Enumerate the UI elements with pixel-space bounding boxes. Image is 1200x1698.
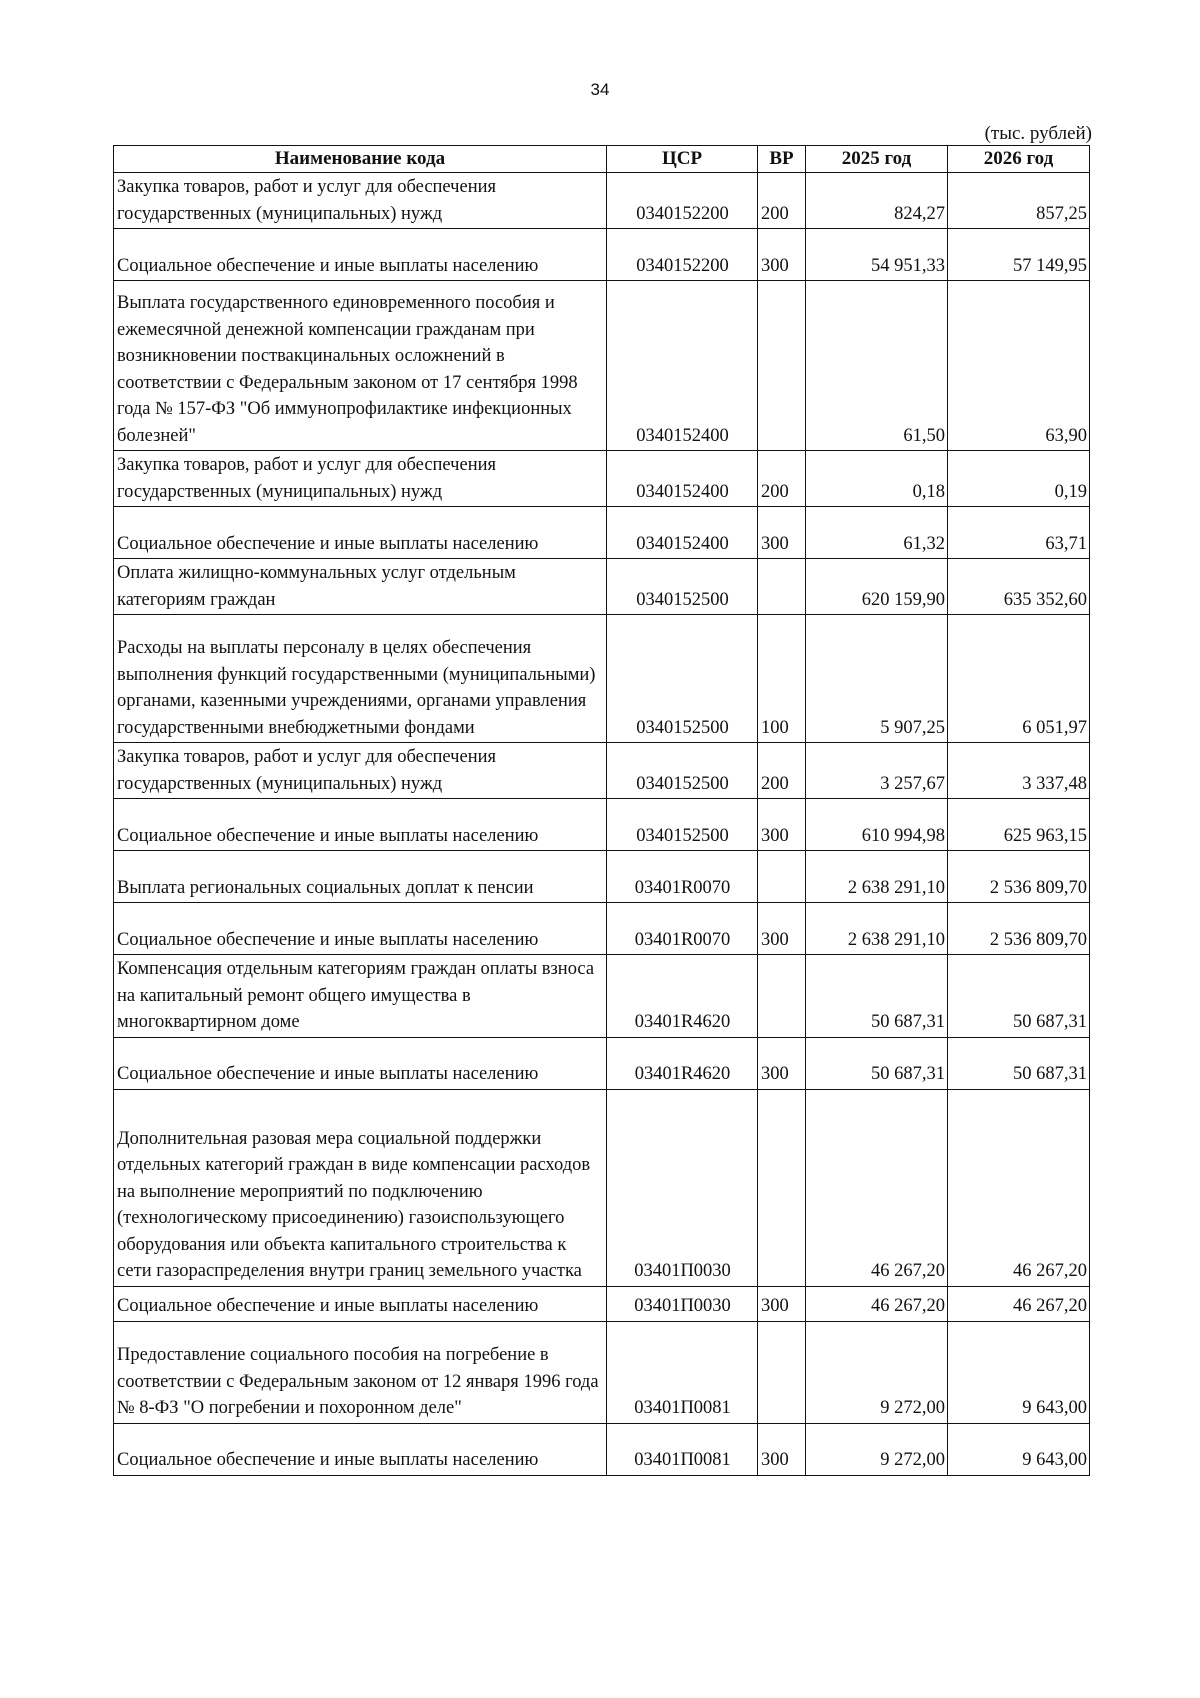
cell-name: Предоставление социального пособия на погребение в соответствии с Федеральным законом от 12 января 1996 года № 8-ФЗ "О погребении и похоронном деле" [114, 1321, 607, 1423]
cell-csr: 03401П0030 [607, 1286, 758, 1321]
cell-csr: 0340152500 [607, 559, 758, 615]
cell-csr: 03401R4620 [607, 1037, 758, 1089]
cell-csr: 0340152200 [607, 173, 758, 229]
cell-name: Закупка товаров, работ и услуг для обеспечения государственных (муниципальных) нужд [114, 173, 607, 229]
cell-2025: 46 267,20 [806, 1286, 948, 1321]
cell-csr: 03401R4620 [607, 955, 758, 1038]
cell-vr [758, 1089, 806, 1286]
header-csr: ЦСР [607, 146, 758, 173]
cell-2025: 824,27 [806, 173, 948, 229]
cell-2026: 63,71 [948, 507, 1090, 559]
page-number: 34 [590, 80, 610, 99]
cell-2025: 61,50 [806, 281, 948, 451]
cell-2026: 0,19 [948, 451, 1090, 507]
cell-csr: 0340152400 [607, 281, 758, 451]
budget-table [113, 145, 1090, 1476]
cell-vr: 200 [758, 743, 806, 799]
table-row [114, 507, 1090, 559]
cell-name: Оплата жилищно-коммунальных услуг отдельным категориям граждан [114, 559, 607, 615]
cell-name: Дополнительная разовая мера социальной поддержки отдельных категорий граждан в виде компенсации расходов на выполнение мероприятий по подключению (технологическому присоединению) газоиспользующего оборудования или объекта капитального строительства к сети газораспределения внутри границ земельного участка [114, 1089, 607, 1286]
cell-name: Социальное обеспечение и иные выплаты населению [114, 229, 607, 281]
cell-csr: 03401П0081 [607, 1321, 758, 1423]
header-year-2026: 2026 год [948, 146, 1090, 173]
cell-2026: 625 963,15 [948, 799, 1090, 851]
cell-vr: 200 [758, 451, 806, 507]
cell-name: Социальное обеспечение и иные выплаты населению [114, 1423, 607, 1475]
table-row [114, 1286, 1090, 1321]
cell-name: Социальное обеспечение и иные выплаты населению [114, 799, 607, 851]
cell-csr: 0340152400 [607, 507, 758, 559]
cell-csr: 03401П0081 [607, 1423, 758, 1475]
cell-2025: 54 951,33 [806, 229, 948, 281]
cell-2026: 635 352,60 [948, 559, 1090, 615]
cell-vr [758, 955, 806, 1038]
table-row [114, 451, 1090, 507]
table-row [114, 281, 1090, 451]
table-row [114, 173, 1090, 229]
cell-2025: 50 687,31 [806, 955, 948, 1038]
cell-name: Социальное обеспечение и иные выплаты населению [114, 903, 607, 955]
cell-name: Компенсация отдельным категориям граждан оплаты взноса на капитальный ремонт общего имущества в многоквартирном доме [114, 955, 607, 1038]
cell-name: Социальное обеспечение и иные выплаты населению [114, 1037, 607, 1089]
cell-2026: 46 267,20 [948, 1089, 1090, 1286]
cell-2026: 9 643,00 [948, 1423, 1090, 1475]
cell-2025: 50 687,31 [806, 1037, 948, 1089]
cell-vr: 100 [758, 615, 806, 743]
cell-2026: 46 267,20 [948, 1286, 1090, 1321]
cell-2025: 620 159,90 [806, 559, 948, 615]
table-row [114, 1321, 1090, 1423]
cell-2026: 6 051,97 [948, 615, 1090, 743]
table-row [114, 851, 1090, 903]
table-row [114, 903, 1090, 955]
table-row [114, 1423, 1090, 1475]
units-note: (тыс. рублей) [984, 123, 1092, 144]
cell-vr: 200 [758, 173, 806, 229]
header-row [114, 146, 1090, 173]
cell-2025: 46 267,20 [806, 1089, 948, 1286]
cell-name: Социальное обеспечение и иные выплаты населению [114, 1286, 607, 1321]
table-body [114, 173, 1090, 1476]
cell-name: Закупка товаров, работ и услуг для обеспечения государственных (муниципальных) нужд [114, 451, 607, 507]
cell-2026: 9 643,00 [948, 1321, 1090, 1423]
cell-csr: 0340152500 [607, 615, 758, 743]
cell-2025: 9 272,00 [806, 1321, 948, 1423]
cell-2026: 63,90 [948, 281, 1090, 451]
cell-2025: 0,18 [806, 451, 948, 507]
cell-2026: 50 687,31 [948, 1037, 1090, 1089]
table-row [114, 1089, 1090, 1286]
cell-name: Выплата региональных социальных доплат к пенсии [114, 851, 607, 903]
cell-vr: 300 [758, 903, 806, 955]
table-row [114, 1037, 1090, 1089]
cell-csr: 0340152400 [607, 451, 758, 507]
cell-2026: 857,25 [948, 173, 1090, 229]
header-name: Наименование кода [114, 146, 607, 173]
cell-name: Расходы на выплаты персоналу в целях обеспечения выполнения функций государственными (муниципальными) органами, казенными учреждениями, органами управления государственными внебюджетными фондами [114, 615, 607, 743]
cell-csr: 03401R0070 [607, 903, 758, 955]
cell-name: Закупка товаров, работ и услуг для обеспечения государственных (муниципальных) нужд [114, 743, 607, 799]
cell-2026: 57 149,95 [948, 229, 1090, 281]
cell-name: Выплата государственного единовременного пособия и ежемесячной денежной компенсации гражданам при возникновении поствакцинальных осложнений в соответствии с Федеральным законом от 17 сентября 1998 года № 157-ФЗ "Об иммунопрофилактике инфекционных болезней" [114, 281, 607, 451]
table-row [114, 559, 1090, 615]
cell-csr: 0340152200 [607, 229, 758, 281]
table-row [114, 799, 1090, 851]
cell-2025: 61,32 [806, 507, 948, 559]
cell-2025: 3 257,67 [806, 743, 948, 799]
cell-csr: 0340152500 [607, 743, 758, 799]
header-vr: ВР [758, 146, 806, 173]
table-row [114, 955, 1090, 1038]
cell-vr [758, 281, 806, 451]
cell-vr: 300 [758, 1286, 806, 1321]
cell-vr [758, 559, 806, 615]
cell-vr: 300 [758, 229, 806, 281]
cell-2025: 2 638 291,10 [806, 851, 948, 903]
cell-vr [758, 1321, 806, 1423]
cell-2025: 2 638 291,10 [806, 903, 948, 955]
cell-2026: 3 337,48 [948, 743, 1090, 799]
cell-2025: 610 994,98 [806, 799, 948, 851]
table-row [114, 615, 1090, 743]
cell-csr: 03401П0030 [607, 1089, 758, 1286]
cell-vr: 300 [758, 1037, 806, 1089]
cell-vr: 300 [758, 799, 806, 851]
cell-vr: 300 [758, 507, 806, 559]
cell-2026: 50 687,31 [948, 955, 1090, 1038]
cell-name: Социальное обеспечение и иные выплаты населению [114, 507, 607, 559]
table-row [114, 743, 1090, 799]
cell-2026: 2 536 809,70 [948, 903, 1090, 955]
cell-2025: 5 907,25 [806, 615, 948, 743]
cell-2026: 2 536 809,70 [948, 851, 1090, 903]
cell-csr: 03401R0070 [607, 851, 758, 903]
cell-2025: 9 272,00 [806, 1423, 948, 1475]
cell-csr: 0340152500 [607, 799, 758, 851]
cell-vr: 300 [758, 1423, 806, 1475]
table-row [114, 229, 1090, 281]
header-year-2025: 2025 год [806, 146, 948, 173]
cell-vr [758, 851, 806, 903]
